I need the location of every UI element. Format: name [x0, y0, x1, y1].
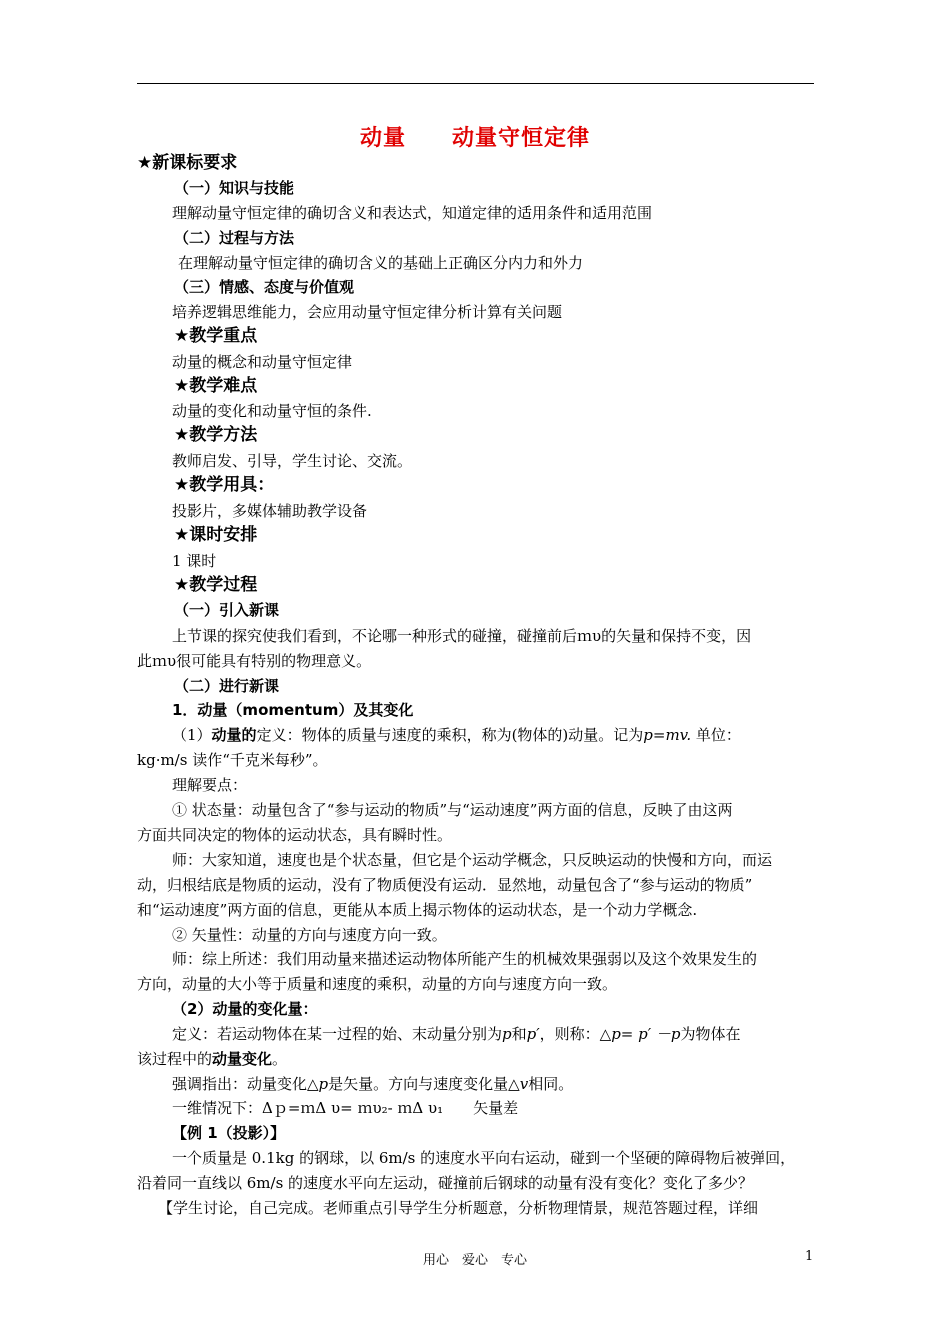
heading-requirements: ★新课标要求	[137, 153, 238, 173]
stress-a: 强调指出：动量变化△	[172, 1075, 319, 1093]
heading-method: ★教学方法	[174, 425, 258, 445]
teacher-2-line-2: 方向，动量的大小等于质量和速度的乘积，动量的方向与速度方向一致。	[137, 975, 618, 993]
c2-bold: 动量变化	[212, 1050, 273, 1068]
point-1-line-2: 方面共同决定的物体的运动状态，具有瞬时性。	[137, 826, 453, 844]
teacher-2-line-1: 师：综上所述：我们用动量来描述运动物体所能产生的机械效果强弱以及这个效果发生的	[172, 950, 758, 968]
heading-difficulty: ★教学难点	[174, 376, 258, 396]
c1-p2: p′	[526, 1025, 540, 1043]
stress-c: 相同。	[528, 1075, 574, 1093]
section-attitude-text: 培养逻辑思维能力，会应用动量守恒定律分析计算有关问题	[172, 303, 563, 321]
teacher-1-line-1: 师：大家知道，速度也是个状态量，但它是个运动学概念，只反映运动的快慢和方向，而运	[172, 851, 773, 869]
intro-line-2: 此ｍυ很可能具有特别的物理意义。	[137, 652, 372, 670]
change-definition-line-2	[137, 1049, 287, 1069]
c1-c: ，则称：△	[539, 1025, 612, 1043]
example-title: 【例 1（投影）】	[172, 1124, 286, 1142]
stress-b: 是矢量。方向与速度变化量△	[328, 1075, 520, 1093]
teacher-1-line-2: 动，归根结底是物质的运动，没有了物质便没有运动．显然地，动量包含了“参与运动的物质”	[137, 876, 753, 894]
teacher-1-line-3: 和“运动速度”两方面的信息，更能从本质上揭示物体的运动状态，是一个动力学概念.	[137, 901, 698, 919]
page-number: 1	[805, 1249, 814, 1264]
heading-schedule: ★课时安排	[174, 525, 258, 545]
difficulty-text: 动量的变化和动量守恒的条件.	[172, 402, 372, 420]
focus-text: 动量的概念和动量守恒定律	[172, 353, 353, 371]
def-formula: p=mv.	[643, 726, 692, 744]
new-lesson-title: （二）进行新课	[174, 677, 280, 695]
def-text: 定义：物体的质量与速度的乘积，称为(物体的)动量。记为	[256, 726, 644, 744]
heading-tools: ★教学用具：	[174, 475, 275, 495]
method-text: 教师启发、引导，学生讨论、交流。	[172, 452, 413, 470]
schedule-text: 1 课时	[172, 552, 217, 570]
stress-p: p	[318, 1075, 329, 1093]
c2-a: 该过程中的	[137, 1050, 213, 1068]
page-footer: 用心 爱心 专心	[422, 1253, 527, 1268]
section-knowledge-title: （一）知识与技能	[174, 179, 295, 197]
section-process-title: （二）过程与方法	[174, 229, 295, 247]
c1-p: p	[502, 1025, 512, 1043]
section-process-text: 在理解动量守恒定律的确切含义的基础上正确区分内力和外力	[178, 254, 584, 272]
one-dimension-line: 一维情况下：Δｐ=ｍΔ υ= ｍυ₂- ｍΔ υ₁ 矢量差	[172, 1099, 519, 1117]
example-line-2: 沿着同一直线以 6m/s 的速度水平向左运动，碰撞前后钢球的动量有没有变化？变化了多少？	[137, 1174, 754, 1192]
def-prefix: （1）	[172, 726, 212, 744]
momentum-definition	[172, 725, 741, 745]
stress-line	[172, 1074, 573, 1094]
example-line-1: 一个质量是 0.1kg 的钢球，以 6m/s 的速度水平向右运动，碰到一个坚硬的障碍物后被弹回，	[172, 1149, 796, 1167]
key-points-label: 理解要点：	[172, 776, 248, 794]
change-definition-line-1	[172, 1024, 741, 1044]
stress-v: v	[519, 1075, 529, 1093]
change-section-title: （2）动量的变化量：	[172, 1000, 318, 1018]
section-attitude-title: （三）情感、态度与价值观	[174, 278, 355, 296]
c1-b: 和	[511, 1025, 527, 1043]
def-bold: 动量的	[211, 726, 257, 744]
heading-process: ★教学过程	[174, 575, 258, 595]
heading-focus: ★教学重点	[174, 326, 258, 346]
tools-text: 投影片，多媒体辅助教学设备	[172, 502, 368, 520]
c1-a: 定义：若运动物体在某一过程的始、末动量分别为	[172, 1025, 503, 1043]
section-knowledge-text: 理解动量守恒定律的确切含义和表达式，知道定律的适用条件和适用范围	[172, 204, 653, 222]
point-1-line-1: ① 状态量：动量包含了“参与运动的物质”与“运动速度”两方面的信息，反映了由这两	[172, 801, 733, 819]
discussion-line-1: 【学生讨论，自己完成。老师重点引导学生分析题意，分析物理情景，规范答题过程，详细	[158, 1199, 759, 1217]
intro-line-1: 上节课的探究使我们看到，不论哪一种形式的碰撞，碰撞前后ｍυ的矢量和保持不变，因	[172, 627, 752, 645]
header-rule	[137, 83, 814, 84]
c1-eq: p= p′ －p	[611, 1025, 681, 1043]
intro-title: （一）引入新课	[174, 601, 280, 619]
c1-d: 为物体在	[680, 1025, 741, 1043]
momentum-unit-line: kg·m/s 读作“千克米每秒”。	[137, 751, 328, 769]
point-2: ② 矢量性：动量的方向与速度方向一致。	[172, 926, 447, 944]
c2-b: 。	[272, 1050, 288, 1068]
def-unit: 单位：	[691, 726, 741, 744]
momentum-section-title: 1．动量（momentum）及其变化	[172, 701, 414, 719]
page-title: 动量 动量守恒定律	[359, 126, 590, 151]
